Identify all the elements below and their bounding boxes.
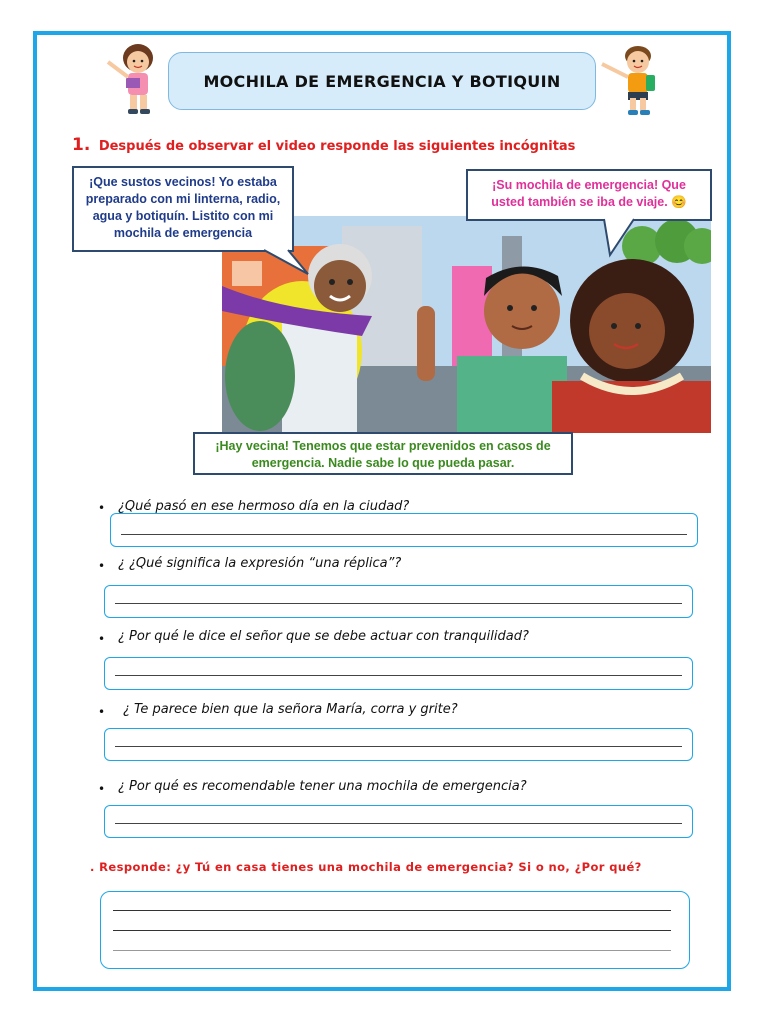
answer-line	[121, 534, 687, 535]
question-2a: ¿Qué pasó en ese hermoso día en la ciudad?	[118, 499, 410, 514]
answer-box-2[interactable]	[104, 585, 693, 618]
bubble-tail	[600, 217, 640, 259]
man-speech-bubble: ¡Hay vecina! Tenemos que estar prevenidos en casos de emergencia. Nadie sabe lo que pueda pasar.	[193, 432, 573, 475]
answer-line	[115, 603, 682, 604]
question-number: 1.	[72, 135, 91, 155]
answer-line	[115, 823, 682, 824]
bullet: •	[98, 782, 106, 796]
question-2b: ¿ ¿Qué significa la expresión “una réplica”?	[118, 556, 402, 571]
answer-box-4[interactable]	[104, 728, 693, 761]
answer-box-1[interactable]	[110, 513, 698, 547]
answer-line	[115, 675, 682, 676]
question-1-heading	[72, 135, 575, 155]
bullet: •	[98, 559, 106, 573]
answer-line	[113, 910, 671, 911]
page-title: MOCHILA DE EMERGENCIA Y BOTIQUIN	[203, 71, 561, 91]
final-answer-box[interactable]	[100, 891, 690, 969]
answer-line	[115, 746, 682, 747]
grandmother-speech-bubble: ¡Que sustos vecinos! Yo estaba preparado con mi linterna, radio, agua y botiquín. Listito con mi mochila de emergencia	[72, 166, 294, 252]
question-1-text: Después de observar el video responde las siguientes incógnitas	[98, 139, 576, 154]
final-question: . Responde: ¿y Tú en casa tienes una mochila de emergencia? Si o no, ¿Por qué?	[90, 860, 642, 874]
bullet: •	[98, 632, 106, 646]
answer-box-5[interactable]	[104, 805, 693, 838]
girl-with-books-illustration	[100, 40, 170, 120]
question-2d: ¿ Te parece bien que la señora María, corra y grite?	[123, 702, 458, 717]
woman-speech-bubble: ¡Su mochila de emergencia! Que usted también se iba de viaje. 😊	[466, 169, 712, 221]
bubble-tail	[262, 248, 312, 278]
bullet: •	[98, 705, 106, 719]
answer-box-3[interactable]	[104, 657, 693, 690]
answer-line	[113, 950, 671, 951]
question-2c: ¿ Por qué le dice el señor que se debe actuar con tranquilidad?	[118, 629, 529, 644]
title-banner	[168, 52, 596, 110]
boy-waving-illustration	[598, 40, 673, 120]
question-2e: ¿ Por qué es recomendable tener una mochila de emergencia?	[118, 779, 527, 794]
bullet: •	[98, 501, 106, 515]
answer-line	[113, 930, 671, 931]
